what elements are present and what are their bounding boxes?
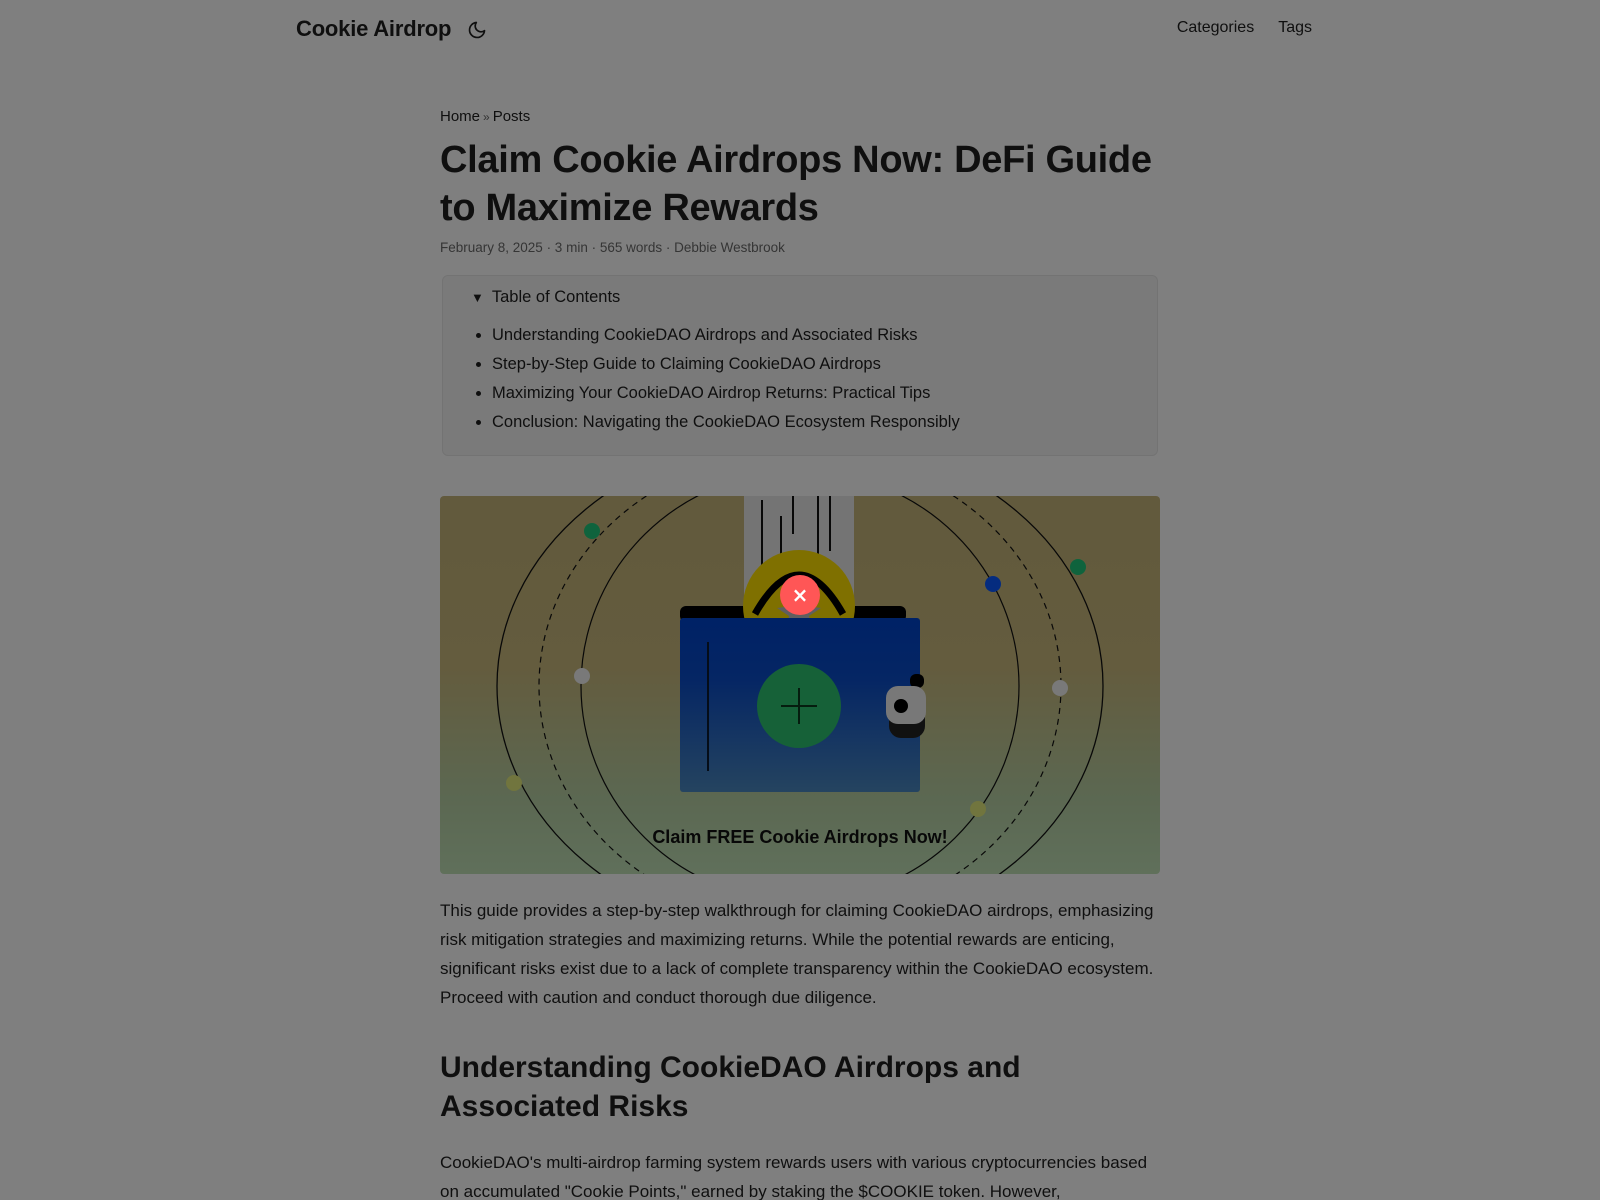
close-button[interactable] [780, 575, 820, 615]
close-icon: × [791, 583, 809, 607]
